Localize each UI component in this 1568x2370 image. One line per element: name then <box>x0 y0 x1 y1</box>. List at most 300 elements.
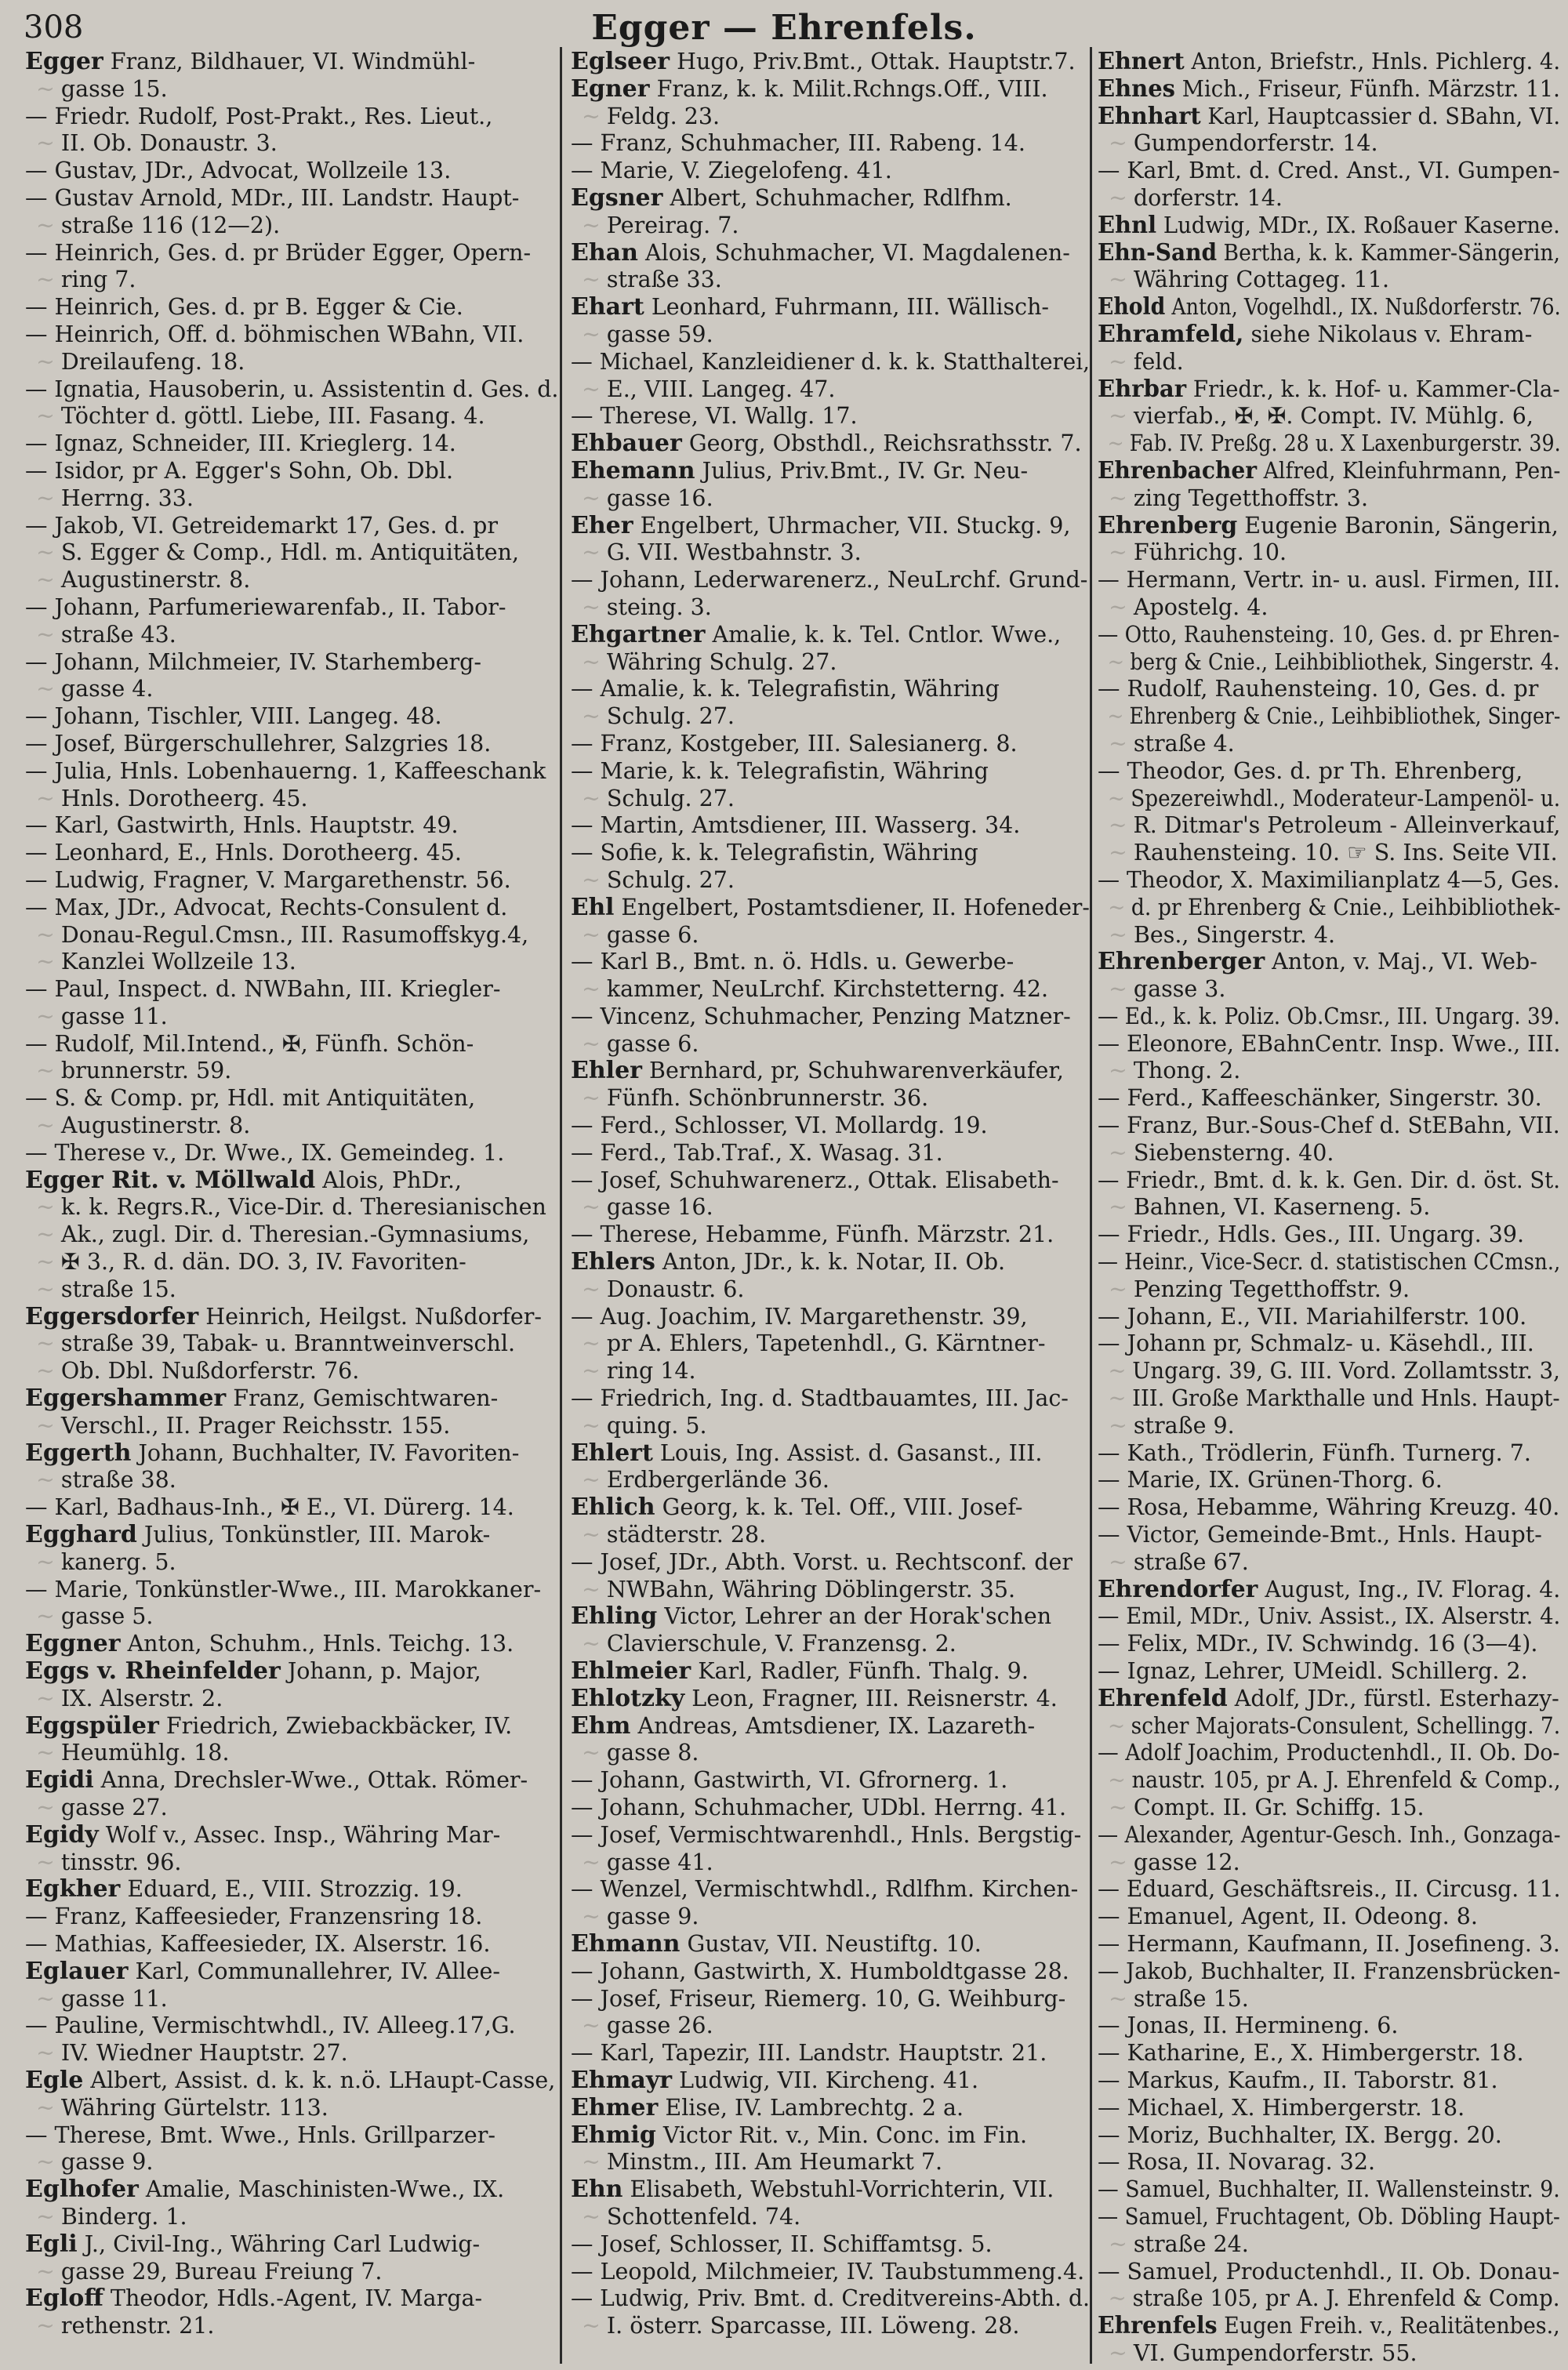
entry-continuation: ~gasse 4. <box>36 676 154 702</box>
entry-continuation: ~Spezereiwhdl., Moderateur-Lampenöl- u. <box>1107 785 1561 811</box>
entry-surname: Ehrendorfer <box>1098 1575 1258 1603</box>
entry-continuation: ~Kanzlei Wollzeile 13. <box>36 949 296 975</box>
entry-headline <box>571 1494 1090 1522</box>
entry-subline: — Ferd., Kaffeeschänker, Singerstr. 30. <box>1098 1085 1542 1112</box>
entry-details: Johann, p. Major, <box>280 1658 481 1685</box>
entry-surname: Egli <box>25 2230 78 2258</box>
entry-subline: — Marie, Tonkünstler-Wwe., III. Marokkaner- <box>25 1576 542 1602</box>
entry-continuation: ~kanerg. 5. <box>36 1548 176 1575</box>
entry-continuation: ~vierfab., ✠, ✠. Compt. IV. Mühlg. 6, <box>1109 403 1534 430</box>
entry-details: Ludwig, MDr., IX. Roßauer Kaserne. <box>1156 212 1560 238</box>
entry-surname: Egsner <box>571 183 663 212</box>
entry-subline: — Karl, Bmt. d. Cred. Anst., VI. Gumpen- <box>1098 158 1560 184</box>
entry-surname: Ehnert <box>1098 48 1185 75</box>
entry-surname: Egger <box>25 48 103 75</box>
entry-subline: — Heinrich, Ges. d. pr B. Egger & Cie. <box>25 294 463 321</box>
entry-surname: Ehemann <box>571 456 695 485</box>
entry-details: Anton, Schuhm., Hnls. Teichg. 13. <box>120 1631 514 1657</box>
entry-subline: — Michael, X. Himbergerstr. 18. <box>1098 2094 1465 2121</box>
entry-details: Eugenie Baronin, Sängerin, <box>1237 512 1559 539</box>
entry-subline: — Mathias, Kaffeesieder, IX. Alserstr. 16. <box>25 1930 491 1957</box>
entry-details: Victor, Lehrer an der Horak'schen <box>657 1603 1052 1630</box>
entry-subline: — Josef, JDr., Abth. Vorst. u. Rechtsconf. der <box>571 1548 1073 1575</box>
entry-subline: — Johann, Gastwirth, X. Humboldtgasse 28. <box>571 1958 1069 1984</box>
entry-details: Victor Rit. v., Min. Conc. im Fin. <box>655 2121 1028 2148</box>
entry-details: siehe Nikolaus v. Ehram- <box>1243 321 1533 347</box>
entry-continuation: ~straße 4. <box>1109 730 1235 757</box>
entry-subline: — Marie, IX. Grünen-Thorg. 6. <box>1098 1467 1443 1493</box>
entry-continuation: ~Fünfh. Schönbrunnerstr. 36. <box>582 1085 929 1112</box>
entry-details: Eugen Freih. v., Realitätenbes., <box>1217 2313 1560 2339</box>
entry-subline: — Leonhard, E., Hnls. Dorotheerg. 45. <box>25 840 462 866</box>
entry-headline <box>1098 293 1561 321</box>
entry-surname: Eher <box>571 511 633 539</box>
entry-subline: — Jakob, VI. Getreidemarkt 17, Ges. d. pr <box>25 512 498 539</box>
entry-subline: — Paul, Inspect. d. NWBahn, III. Kriegler- <box>25 976 501 1003</box>
entry-subline: — Karl B., Bmt. n. ö. Hdls. u. Gewerbe- <box>571 949 1014 975</box>
entry-surname: Egidy <box>25 1820 99 1849</box>
entry-headline <box>25 2067 558 2095</box>
entry-continuation: ~gasse 8. <box>582 1740 699 1766</box>
entry-headline <box>25 1958 558 1986</box>
entry-details: Alfred, Kleinfuhrmann, Pen- <box>1257 457 1561 484</box>
entry-details: Wolf v., Assec. Insp., Währing Mar- <box>98 1821 501 1848</box>
entry-continuation: ~gasse 11. <box>36 1985 168 2012</box>
entry-subline: — Martin, Amtsdiener, III. Wasserg. 34. <box>571 812 1021 839</box>
entry-continuation: ~Herrng. 33. <box>36 485 194 511</box>
entry-details: Elisabeth, Webstuhl-Vorrichterin, VII. <box>622 2176 1054 2203</box>
entry-headline <box>571 2176 1090 2204</box>
entry-details: Albert, Assist. d. k. k. n.ö. LHaupt-Casse, <box>83 2067 556 2093</box>
page-title: Egger — Ehrenfels. <box>591 8 977 48</box>
entry-continuation: ~gasse 29, Bureau Freiung 7. <box>36 2258 383 2285</box>
entry-headline <box>1098 1686 1560 1713</box>
entry-subline: — Friedr., Hdls. Ges., III. Ungarg. 39. <box>1098 1221 1525 1248</box>
entry-subline: — Victor, Gemeinde-Bmt., Hnls. Haupt- <box>1098 1522 1542 1548</box>
entry-headline <box>1098 949 1560 976</box>
entry-continuation: ~straße 39, Tabak- u. Branntweinverschl. <box>36 1330 516 1357</box>
entry-subline: — Rudolf, Mil.Intend., ✠, Fünfh. Schön- <box>25 1030 474 1057</box>
entry-subline: — Marie, V. Ziegelofeng. 41. <box>571 158 892 184</box>
entry-subline: — Ignaz, Lehrer, UMeidl. Schillerg. 2. <box>1098 1658 1528 1685</box>
entry-details: Julius, Priv.Bmt., IV. Gr. Neu- <box>695 457 1029 484</box>
entry-headline <box>1098 48 1561 76</box>
entry-subline: — Hermann, Vertr. in- u. ausl. Firmen, III. <box>1098 567 1561 593</box>
entry-details: Georg, Obsthdl., Reichsrathsstr. 7. <box>681 430 1082 457</box>
entry-continuation: ~Heumühlg. 18. <box>36 1740 230 1766</box>
entry-subline: — Katharine, E., X. Himbergerstr. 18. <box>1098 2040 1524 2067</box>
entry-subline: — Samuel, Productenhdl., II. Ob. Donau- <box>1098 2258 1560 2285</box>
entry-details: Anton, Briefstr., Hnls. Pichlerg. 4. <box>1184 49 1561 74</box>
entry-continuation: ~tinsstr. 96. <box>36 1849 182 1875</box>
entry-surname: Eggner <box>25 1630 121 1658</box>
entry-details: Adolf, JDr., fürstl. Esterhazy- <box>1227 1685 1559 1711</box>
entry-details: Gustav, VII. Neustiftg. 10. <box>680 1930 982 1957</box>
entry-subline: — Leopold, Milchmeier, IV. Taubstummeng.4. <box>571 2258 1085 2285</box>
entry-details: Engelbert, Postamtsdiener, II. Hofeneder- <box>614 894 1090 920</box>
entry-continuation: ~gasse 6. <box>582 1030 699 1057</box>
entry-subline: — Heinrich, Ges. d. pr Brüder Egger, Opern- <box>25 239 532 266</box>
entry-subline: — Therese v., Dr. Wwe., IX. Gemeindeg. 1. <box>25 1139 505 1166</box>
entry-details: Johann, Buchhalter, IV. Favoriten- <box>131 1439 520 1466</box>
entry-headline <box>571 1058 1090 1085</box>
entry-surname: Ehler <box>571 1057 642 1085</box>
entry-headline <box>25 1713 558 1740</box>
entry-subline: — Karl, Badhaus-Inh., ✠ E., VI. Dürerg. 14. <box>25 1494 514 1521</box>
entry-subline: — Ludwig, Fragner, V. Margarethenstr. 56. <box>25 866 511 893</box>
column-divider <box>1090 47 1092 2364</box>
entry-details: Karl, Communallehrer, IV. Allee- <box>128 1958 501 1984</box>
entry-surname: Eggs v. Rheinfelder <box>25 1657 281 1686</box>
entry-surname: Egkher <box>25 1875 121 1904</box>
entry-surname: Ehmig <box>571 2121 656 2149</box>
entry-subline: — Franz, Kostgeber, III. Salesianerg. 8. <box>571 730 1018 757</box>
entry-subline: — Sofie, k. k. Telegrafistin, Währing <box>571 840 978 866</box>
entry-headline <box>1098 375 1560 404</box>
entry-surname: Eggersdorfer <box>25 1302 199 1330</box>
entry-subline: — Johann, Schuhmacher, UDbl. Herrng. 41. <box>571 1795 1067 1820</box>
entry-continuation: ~scher Majorats-Consulent, Schellingg. 7. <box>1108 1712 1561 1739</box>
entry-continuation: ~II. Ob. Donaustr. 3. <box>36 130 278 157</box>
entry-continuation: ~Rauhensteing. 10. ☞ S. Ins. Seite VII. <box>1109 840 1558 866</box>
entry-surname: Ehnl <box>1098 211 1157 239</box>
entry-surname: Ehold <box>1098 293 1166 321</box>
entry-subline: — Ferd., Schlosser, VI. Mollardg. 19. <box>571 1112 988 1139</box>
entry-headline <box>571 513 1090 540</box>
entry-continuation: ~kammer, NeuLrchf. Kirchstetterng. 42. <box>582 976 1049 1003</box>
entry-headline <box>571 185 1090 212</box>
entry-details: Heinrich, Heilgst. Nußdorfer- <box>198 1303 543 1330</box>
entry-surname: Egle <box>25 2066 84 2094</box>
entry-subline: — Heinr., Vice-Secr. d. statistischen CCmsn., <box>1098 1249 1561 1276</box>
entry-headline <box>571 430 1090 458</box>
entry-surname: Ehnes <box>1098 74 1175 103</box>
entry-surname: Ehlich <box>571 1493 655 1522</box>
entry-details: Amalie, k. k. Tel. Cntlor. Wwe., <box>705 621 1062 648</box>
entry-continuation: ~Dreilaufeng. 18. <box>36 348 245 375</box>
entry-surname: Ehart <box>571 293 644 321</box>
entry-surname: Ehnhart <box>1098 102 1201 130</box>
entry-details: Alois, PhDr., <box>315 1167 462 1193</box>
entry-continuation: ~NWBahn, Währing Döblingerstr. 35. <box>582 1576 1016 1602</box>
column-1 <box>25 49 558 2340</box>
entry-surname: Ehrenberg <box>1098 511 1238 539</box>
entry-continuation: ~Schottenfeld. 74. <box>582 2203 801 2230</box>
entry-continuation: ~straße 24. <box>1109 2230 1249 2257</box>
entry-surname: Egner <box>571 74 650 103</box>
entry-continuation: ~straße 15. <box>36 1276 176 1302</box>
entry-continuation: ~gasse 3. <box>1109 976 1226 1003</box>
entry-headline <box>1098 102 1561 131</box>
entry-subline: — Pauline, Vermischtwhdl., IV. Alleeg.17,G. <box>25 2013 516 2039</box>
entry-surname: Ehmayr <box>571 2066 673 2094</box>
entry-subline: — Wenzel, Vermischtwhdl., Rdlfhm. Kirchen- <box>571 1876 1079 1903</box>
entry-subline: — Josef, Bürgerschullehrer, Salzgries 18. <box>25 730 492 757</box>
entry-headline <box>571 1603 1090 1631</box>
entry-surname: Ehmer <box>571 2093 659 2121</box>
entry-subline: — Franz, Bur.-Sous-Chef d. StEBahn, VII. <box>1098 1112 1560 1139</box>
entry-continuation: ~Donaustr. 6. <box>582 1276 745 1302</box>
entry-surname: Eglseer <box>571 48 670 75</box>
entry-surname: Ehn <box>571 2176 623 2204</box>
entry-continuation: ~Apostelg. 4. <box>1109 593 1269 620</box>
entry-surname: Ehn-Sand <box>1098 238 1218 267</box>
entry-surname: Ehrenfels <box>1098 2312 1218 2340</box>
entry-subline: — Johann, Lederwarenerz., NeuLrchf. Grund- <box>571 567 1088 593</box>
entry-continuation: ~Ehrenberg & Cnie., Leihbibliothek, Singer- <box>1107 703 1561 730</box>
entry-details: Leonhard, Fuhrmann, III. Wällisch- <box>644 294 1050 321</box>
entry-continuation: ~gasse 26. <box>582 2013 713 2039</box>
entry-subline: — Johann pr, Schmalz- u. Käsehdl., III. <box>1098 1330 1534 1357</box>
entry-continuation: ~Augustinerstr. 8. <box>36 1112 251 1139</box>
entry-continuation: ~Ungarg. 39, G. III. Vord. Zollamtsstr. 3, <box>1108 1358 1560 1385</box>
entry-details: Anton, Vogelhdl., IX. Nußdorferstr. 76. <box>1165 294 1561 321</box>
entry-continuation: ~gasse 12. <box>1109 1849 1240 1875</box>
entry-details: August, Ing., IV. Florag. 4. <box>1258 1576 1561 1602</box>
entry-surname: Ehramfeld, <box>1098 320 1244 348</box>
entry-subline: — Ignatia, Hausoberin, u. Assistentin d. Ges. d. <box>25 376 559 402</box>
entry-continuation: ~IX. Alserstr. 2. <box>36 1685 223 1711</box>
entry-subline: — Moriz, Buchhalter, IX. Bergg. 20. <box>1098 2121 1502 2148</box>
entry-continuation: ~brunnerstr. 59. <box>36 1058 232 1084</box>
entry-subline: — Samuel, Fruchtagent, Ob. Döbling Haupt- <box>1098 2203 1560 2230</box>
entry-subline: — Theodor, X. Maximilianplatz 4—5, Ges. <box>1098 866 1560 893</box>
entry-continuation: ~E., VIII. Langeg. 47. <box>582 376 836 402</box>
entry-continuation: ~Ob. Dbl. Nußdorferstr. 76. <box>36 1358 360 1385</box>
page-header <box>0 6 1568 53</box>
entry-continuation: ~gasse 27. <box>36 1795 168 1820</box>
page-number: 308 <box>24 9 84 45</box>
entry-details: Franz, k. k. Milit.Rchngs.Off., VIII. <box>649 75 1048 102</box>
entry-subline: — Vincenz, Schuhmacher, Penzing Matzner- <box>571 1003 1071 1029</box>
entry-continuation: ~R. Ditmar's Petroleum - Alleinverkauf, <box>1108 812 1561 839</box>
entry-surname: Eggershammer <box>25 1385 227 1413</box>
entry-surname: Eglauer <box>25 1957 129 1985</box>
entry-headline <box>25 49 558 76</box>
entry-continuation: ~ring 14. <box>582 1358 696 1385</box>
entry-details: Bernhard, pr, Schuhwarenverkäufer, <box>641 1058 1064 1084</box>
entry-surname: Ehlers <box>571 1248 655 1276</box>
entry-subline: — Felix, MDr., IV. Schwindg. 16 (3—4). <box>1098 1631 1538 1657</box>
entry-subline: — Hermann, Kaufmann, II. Josefineng. 3. <box>1098 1930 1560 1957</box>
entry-continuation: ~I. österr. Sparcasse, III. Löweng. 28. <box>582 2313 1020 2339</box>
entry-headline <box>571 1440 1090 1468</box>
entry-continuation: ~Augustinerstr. 8. <box>36 567 251 593</box>
entry-details: Ludwig, VII. Kircheng. 41. <box>672 2067 979 2093</box>
entry-subline: — Ferd., Tab.Traf., X. Wasag. 31. <box>571 1139 943 1166</box>
entry-continuation: ~Töchter d. göttl. Liebe, III. Fasang. 4. <box>36 403 485 430</box>
entry-continuation: ~Thong. 2. <box>1109 1058 1241 1084</box>
entry-continuation: ~feld. <box>1109 348 1184 375</box>
entry-details: Bertha, k. k. Kammer-Sängerin, <box>1217 239 1560 266</box>
entry-headline <box>571 294 1090 321</box>
entry-subline: — Jonas, II. Hermineng. 6. <box>1098 2013 1399 2039</box>
entry-headline <box>25 1822 558 1849</box>
entry-surname: Egloff <box>25 2285 103 2313</box>
entry-continuation: ~Clavierschule, V. Franzensg. 2. <box>582 1631 956 1657</box>
entry-subline: — Franz, Schuhmacher, III. Rabeng. 14. <box>571 130 1025 157</box>
entry-headline <box>1098 74 1560 103</box>
entry-subline: — Jakob, Buchhalter, II. Franzensbrücken- <box>1098 1958 1561 1984</box>
entry-subline: — Rosa, II. Novarag. 32. <box>1098 2149 1376 2176</box>
entry-continuation: ~gasse 16. <box>582 1194 713 1221</box>
entry-subline: — Rosa, Hebamme, Währing Kreuzg. 40. <box>1098 1494 1560 1521</box>
entry-continuation: ~Schulg. 27. <box>582 866 735 893</box>
entry-subline: — Josef, Friseur, Riemerg. 10, G. Weihburg- <box>571 1985 1066 2012</box>
entry-surname: Ehm <box>571 1711 631 1740</box>
entry-continuation: ~Bahnen, VI. Kaserneng. 5. <box>1109 1194 1431 1221</box>
entry-subline: — Johann, Parfumeriewarenfab., II. Tabor- <box>25 593 506 620</box>
entry-subline: — Franz, Kaffeesieder, Franzensring 18. <box>25 1904 483 1930</box>
entry-details: Friedrich, Zwiebackbäcker, IV. <box>158 1712 513 1739</box>
entry-details: Albert, Schuhmacher, Rdlfhm. <box>662 184 1012 211</box>
entry-surname: Ehrenberger <box>1098 948 1265 976</box>
entry-continuation: ~Feldg. 23. <box>582 103 720 129</box>
entry-surname: Ehrenbacher <box>1098 456 1258 485</box>
entry-subline: — Theodor, Ges. d. pr Th. Ehrenberg, <box>1098 757 1523 784</box>
entry-surname: Ehmann <box>571 1929 681 1958</box>
entry-subline: — S. & Comp. pr, Hdl. mit Antiquitäten, <box>25 1085 476 1112</box>
entry-subline: — Kath., Trödlerin, Fünfh. Turnerg. 7. <box>1098 1439 1531 1466</box>
entry-continuation: ~straße 67. <box>1109 1548 1249 1575</box>
entry-subline: — Eleonore, EBahnCentr. Insp. Wwe., III. <box>1098 1030 1561 1057</box>
entry-subline: — Alexander, Agentur-Gesch. Inh., Gonzaga- <box>1098 1821 1561 1848</box>
entry-headline <box>25 1658 558 1686</box>
entry-headline <box>571 1658 1090 1686</box>
entry-headline <box>1098 513 1560 540</box>
entry-subline: — Eduard, Geschäftsreis., II. Circusg. 11. <box>1098 1876 1561 1903</box>
entry-continuation: ~straße 116 (12—2). <box>36 212 281 238</box>
entry-continuation: ~S. Egger & Comp., Hdl. m. Antiquitäten, <box>36 539 520 566</box>
entry-continuation: ~Donau-Regul.Cmsn., III. Rasumoffskyg.4, <box>36 921 529 948</box>
entry-subline: — Johann, Tischler, VIII. Langeg. 48. <box>25 703 442 730</box>
entry-subline: — Karl, Tapezir, III. Landstr. Hauptstr. 21. <box>571 2040 1047 2067</box>
entry-headline <box>571 1713 1090 1740</box>
entry-subline: — Johann, E., VII. Mariahilferstr. 100. <box>1098 1303 1527 1330</box>
entry-headline <box>1098 238 1560 267</box>
entry-continuation: ~gasse 41. <box>582 1849 713 1875</box>
entry-surname: Ehgartner <box>571 620 706 648</box>
entry-headline <box>571 2067 1090 2095</box>
entry-details: Andreas, Amtsdiener, IX. Lazareth- <box>630 1712 1036 1739</box>
entry-headline <box>1098 211 1560 240</box>
entry-continuation: ~✠ 3., R. d. dän. DO. 3, IV. Favoriten- <box>36 1249 466 1276</box>
entry-continuation: ~gasse 6. <box>582 921 699 948</box>
entry-subline: — Gustav, JDr., Advocat, Wollzeile 13. <box>25 158 452 184</box>
entry-subline: — Friedrich, Ing. d. Stadtbauamtes, III. Jac- <box>571 1385 1069 1412</box>
entry-headline <box>1098 321 1560 349</box>
entry-details: Amalie, Maschinisten-Wwe., IX. <box>138 2176 505 2203</box>
entry-continuation: ~dorferstr. 14. <box>1109 184 1283 211</box>
entry-subline: — Heinrich, Off. d. böhmischen WBahn, VII. <box>25 321 524 347</box>
entry-details: Engelbert, Uhrmacher, VII. Stuckg. 9, <box>633 512 1071 539</box>
entry-continuation: ~pr A. Ehlers, Tapetenhdl., G. Kärntner- <box>582 1330 1046 1357</box>
entry-subline: — Karl, Gastwirth, Hnls. Hauptstr. 49. <box>25 812 459 839</box>
entry-continuation: ~gasse 5. <box>36 1603 154 1630</box>
entry-details: Anna, Drechsler-Wwe., Ottak. Römer- <box>93 1767 528 1794</box>
entry-details: Leon, Fragner, III. Reisnerstr. 4. <box>684 1685 1058 1711</box>
entry-continuation: ~gasse 15. <box>36 75 168 102</box>
entry-details: Louis, Ing. Assist. d. Gasanst., III. <box>652 1439 1043 1466</box>
entry-headline <box>25 1522 558 1549</box>
entry-continuation: ~VI. Gumpendorferstr. 55. <box>1109 2339 1417 2366</box>
entry-continuation: ~Verschl., II. Prager Reichsstr. 155. <box>36 1412 451 1439</box>
entry-subline: — Ignaz, Schneider, III. Krieglerg. 14. <box>25 430 456 457</box>
entry-continuation: ~quing. 5. <box>582 1412 707 1439</box>
entry-surname: Ehlert <box>571 1439 653 1467</box>
entry-details: Anton, JDr., k. k. Notar, II. Ob. <box>655 1249 1006 1276</box>
entry-details: Alois, Schuhmacher, VI. Magdalenen- <box>637 239 1070 266</box>
entry-continuation: ~straße 33. <box>582 267 722 293</box>
entry-subline: — Samuel, Buchhalter, II. Wallensteinstr. 9. <box>1098 2176 1560 2203</box>
entry-surname: Ehan <box>571 238 638 267</box>
entry-continuation: ~Ak., zugl. Dir. d. Theresian.-Gymnasiums, <box>36 1221 530 1248</box>
entry-surname: Eggspüler <box>25 1711 159 1740</box>
entry-subline: — Julia, Hnls. Lobenhauerng. 1, Kaffeeschank <box>25 757 546 784</box>
entry-details: Eduard, E., VIII. Strozzig. 19. <box>120 1876 463 1903</box>
entry-continuation: ~straße 38. <box>36 1467 176 1493</box>
entry-headline <box>25 1631 558 1658</box>
entry-continuation: ~gasse 59. <box>582 321 713 347</box>
entry-continuation: ~gasse 16. <box>582 485 713 511</box>
entry-headline <box>1098 1575 1561 1604</box>
entry-subline: — Johann, Milchmeier, IV. Starhemberg- <box>25 648 481 675</box>
entry-subline: — Josef, Vermischtwarenhdl., Hnls. Bergstig- <box>571 1821 1082 1848</box>
entry-subline: — Marie, k. k. Telegrafistin, Währing <box>571 757 989 784</box>
entry-continuation: ~Fab. IV. Preßg. 28 u. X Laxenburgerstr. 39. <box>1107 430 1561 457</box>
entry-details: Karl, Radler, Fünfh. Thalg. 9. <box>691 1658 1029 1685</box>
entry-subline: — Friedr., Bmt. d. k. k. Gen. Dir. d. öst. St. <box>1098 1167 1560 1193</box>
entry-continuation: ~Währing Schulg. 27. <box>582 648 837 675</box>
entry-continuation: ~Compt. II. Gr. Schiffg. 15. <box>1109 1795 1425 1820</box>
entry-surname: Eggerth <box>25 1439 132 1467</box>
entry-details: Elise, IV. Lambrechtg. 2 a. <box>658 2094 964 2121</box>
entry-continuation: ~Schulg. 27. <box>582 785 735 811</box>
entry-surname: Ehrbar <box>1098 375 1187 403</box>
entry-headline <box>571 1249 1090 1276</box>
entry-details: J., Civil-Ing., Währing Carl Ludwig- <box>77 2230 481 2257</box>
entry-subline: — Therese, Hebamme, Fünfh. Märzstr. 21. <box>571 1221 1054 1248</box>
entry-headline <box>25 2231 558 2259</box>
entry-continuation: ~straße 15. <box>1109 1985 1249 2012</box>
entry-details: Franz, Gemischtwaren- <box>226 1385 499 1412</box>
entry-subline: — Johann, Gastwirth, VI. Gfrornerg. 1. <box>571 1767 1008 1794</box>
entry-headline <box>25 1385 558 1413</box>
entry-continuation: ~zing Tegetthoffstr. 3. <box>1109 485 1369 511</box>
entry-subline: — Josef, Schlosser, II. Schiffamtsg. 5. <box>571 2230 993 2257</box>
entry-continuation: ~ring 7. <box>36 267 136 293</box>
entry-continuation: ~Siebensterng. 40. <box>1109 1139 1334 1166</box>
entry-details: Georg, k. k. Tel. Off., VIII. Josef- <box>655 1494 1023 1521</box>
entry-continuation: ~Führichg. 10. <box>1109 539 1287 566</box>
entry-details: Theodor, Hdls.-Agent, IV. Marga- <box>103 2285 483 2312</box>
entry-headline <box>25 1304 558 1331</box>
entry-surname: Ehrenfeld <box>1098 1684 1228 1712</box>
entry-subline: — Therese, Bmt. Wwe., Hnls. Grillparzer- <box>25 2121 495 2148</box>
entry-continuation: ~Gumpendorferstr. 14. <box>1109 130 1378 157</box>
entry-subline: — Max, JDr., Advocat, Rechts-Consulent d. <box>25 894 508 920</box>
entry-headline <box>571 458 1090 485</box>
entry-continuation: ~Pereirag. 7. <box>582 212 739 238</box>
entry-continuation: ~gasse 9. <box>36 2149 154 2176</box>
column-3 <box>1098 49 1560 2368</box>
entry-subline: — Emil, MDr., Univ. Assist., IX. Alserstr. 4. <box>1098 1603 1561 1630</box>
entry-continuation: ~gasse 11. <box>36 1003 168 1029</box>
entry-surname: Eglhofer <box>25 2176 139 2204</box>
entry-headline <box>25 1167 558 1195</box>
entry-subline: — Gustav Arnold, MDr., III. Landstr. Haupt- <box>25 184 520 211</box>
entry-continuation: ~Minstm., III. Am Heumarkt 7. <box>582 2149 943 2176</box>
